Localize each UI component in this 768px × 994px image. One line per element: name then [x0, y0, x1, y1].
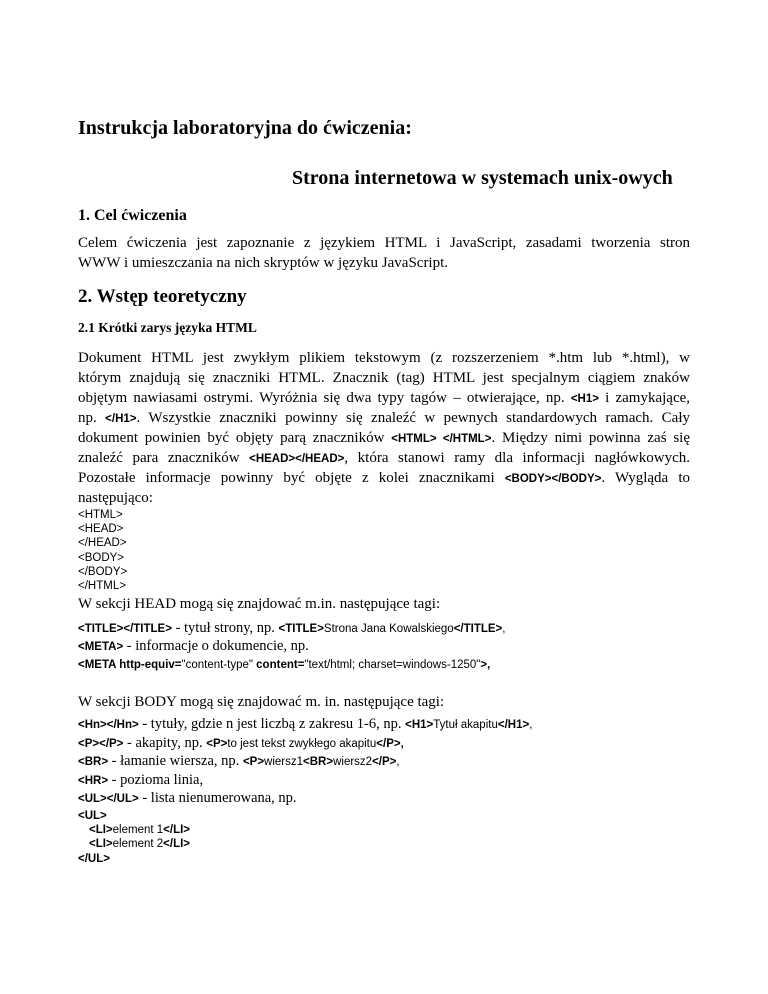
text: , która stanowi ramy dla informacji nagłówkowych. — [344, 450, 690, 466]
text-line: następująco: — [78, 490, 153, 506]
text: , — [529, 719, 533, 731]
text: dokument powinien być objęty parą znaczników — [78, 430, 392, 446]
text: Strona Jana Kowalskiego — [323, 623, 454, 635]
inline-tag: <H1> — [570, 393, 599, 405]
inline-tag: </H1> — [497, 719, 530, 731]
document-subtitle: Strona internetowa w systemach unix-owych — [292, 167, 673, 189]
text: Tytuł akapitu — [433, 719, 498, 731]
list-item — [78, 716, 532, 735]
inline-tag: <UL></UL> — [78, 793, 139, 805]
inline-tag: <META> — [78, 641, 124, 653]
text-line — [78, 448, 690, 468]
code-line — [78, 823, 190, 837]
text: wiersz1 — [264, 756, 304, 768]
inline-tag: </TITLE> — [453, 623, 503, 635]
text: objętym nawiasami ostrymi. Wyróżnia się dwa typy tagów – otwierające, np. — [78, 390, 571, 406]
inline-tag: </H1> — [105, 413, 137, 425]
text-line — [78, 408, 690, 428]
inline-tag: </LI> — [163, 838, 191, 851]
text: - lista nienumerowana, np. — [138, 790, 297, 806]
code-block-skeleton — [78, 508, 127, 593]
text: , — [396, 756, 400, 768]
inline-tag: <LI> — [89, 838, 113, 851]
text: . Wygląda to — [601, 470, 691, 486]
inline-tag: <BR> — [78, 756, 109, 768]
text-line — [78, 428, 690, 448]
code-line: </HTML> — [78, 579, 126, 592]
text-line — [78, 388, 690, 408]
inline-tag: <BR> — [303, 756, 334, 768]
text: Pozostałe informacje powinny być objęte z kolei znacznikami — [78, 470, 505, 486]
text-line: Celem ćwiczenia jest zapoznanie z językiem HTML i JavaScript, zasadami tworzenia stron — [78, 235, 690, 251]
inline-tag: <P> — [206, 737, 228, 750]
list-item — [78, 638, 505, 656]
text: element 2 — [112, 838, 164, 851]
head-section-intro: W sekcji HEAD mogą się znajdować m.in. następujące tagi: — [78, 596, 441, 612]
inline-tag: </P> — [372, 756, 397, 768]
text: - tytuły, gdzie n jest liczbą z zakresu 1-6, np. — [138, 716, 406, 732]
code-line: <BODY> — [78, 551, 125, 564]
text-line: Dokument HTML jest zwykłym plikiem tekstowym (z rozszerzeniem *.htm lub *.html), w — [78, 350, 690, 366]
inline-tag: >, — [480, 659, 491, 671]
head-tags-list — [78, 620, 505, 674]
text-line — [78, 468, 690, 488]
text: np. — [78, 410, 106, 426]
inline-tag: <LI> — [89, 824, 113, 837]
code-line: <HEAD> — [78, 523, 124, 536]
list-item — [78, 735, 532, 754]
text: to jest tekst zwykłego akapitu — [227, 737, 377, 750]
inline-tag: content= — [252, 659, 305, 671]
text: - pozioma linia, — [108, 771, 204, 788]
list-item — [78, 656, 505, 674]
document-title: Instrukcja laboratoryjna do ćwiczenia: — [78, 117, 412, 139]
text: - łamanie wiersza, np. — [108, 753, 243, 769]
inline-tag: <P></P> — [78, 737, 124, 750]
text: znaleźć para znaczników — [78, 450, 250, 466]
text-line: WWW i umieszczania na nich skryptów w języku JavaScript. — [78, 255, 449, 271]
section-1-paragraph — [78, 233, 690, 273]
code-line: <UL> — [78, 810, 107, 822]
text: , — [502, 623, 506, 635]
code-line: </UL> — [78, 852, 110, 865]
text: wiersz2 — [333, 756, 373, 768]
inline-tag: <HTML> </HTML> — [391, 433, 492, 445]
code-line: <HTML> — [78, 509, 123, 521]
inline-tag: <HEAD></HEAD> — [249, 453, 345, 465]
list-item — [78, 753, 532, 772]
code-block-list — [78, 809, 190, 866]
inline-tag: <TITLE></TITLE> — [78, 623, 172, 635]
section-1-heading: 1. Cel ćwiczenia — [78, 207, 187, 224]
body-tags-list — [78, 716, 532, 809]
code-line — [78, 837, 190, 851]
list-item — [78, 772, 532, 791]
text: i zamykające, — [598, 390, 691, 406]
list-item — [78, 790, 532, 809]
text: element 1 — [112, 824, 164, 837]
inline-tag: <META http-equiv= — [78, 659, 182, 671]
text: . Wszystkie znaczniki powinny się znaleźć w pewnych standardowych ramach. Cały — [136, 410, 690, 426]
text: "content-type" — [181, 659, 253, 671]
inline-tag: <P> — [242, 756, 265, 768]
inline-tag: <Hn></Hn> — [78, 719, 139, 731]
text: "text/html; charset=windows-1250" — [304, 659, 481, 671]
text: - akapity, np. — [123, 734, 207, 751]
inline-tag: <TITLE> — [278, 623, 324, 635]
body-section-intro: W sekcji BODY mogą się znajdować m. in. następujące tagi: — [78, 694, 445, 710]
list-item — [78, 620, 505, 638]
section-2-heading: 2. Wstęp teoretyczny — [78, 286, 247, 307]
inline-tag: <H1> — [405, 719, 434, 731]
html-intro-paragraph — [78, 348, 690, 508]
inline-tag: </P>, — [376, 737, 404, 750]
text: . Między nimi powinna zaś się — [491, 430, 691, 446]
inline-tag: <HR> — [78, 774, 109, 787]
text-line: którym znajdują się znaczniki HTML. Znacznik (tag) HTML jest specjalnym ciągiem znaków — [78, 370, 690, 386]
text: - informacje o dokumencie, np. — [123, 638, 309, 654]
inline-tag: <BODY></BODY> — [504, 473, 602, 485]
text: - tytuł strony, np. — [171, 620, 279, 636]
subsection-heading: 2.1 Krótki zarys języka HTML — [78, 320, 257, 335]
code-line: </BODY> — [78, 565, 128, 578]
code-line: </HEAD> — [78, 537, 127, 550]
inline-tag: </LI> — [163, 824, 191, 837]
